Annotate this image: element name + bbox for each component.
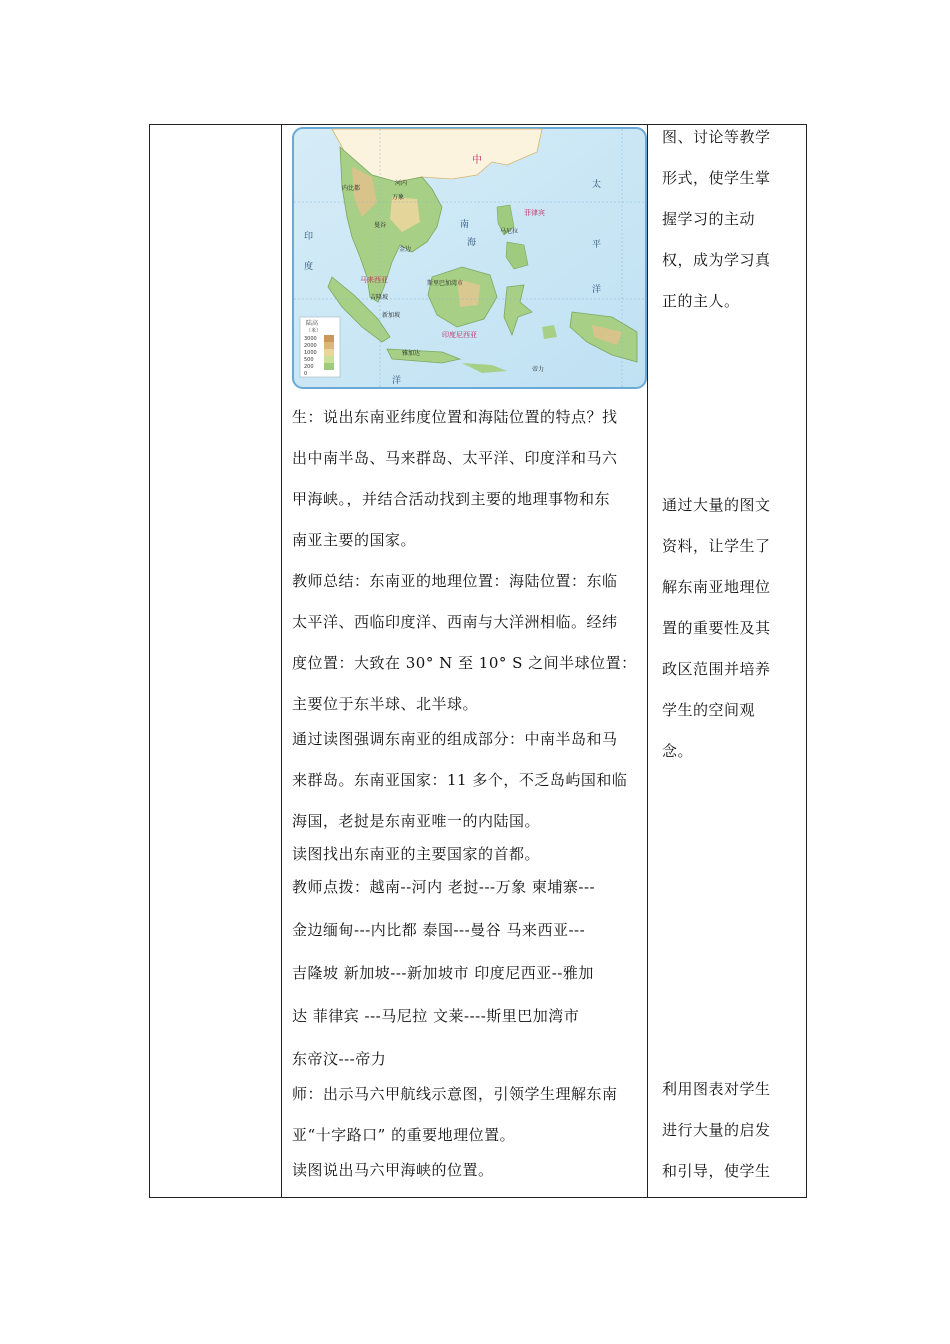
legend-value-4: 200	[304, 364, 314, 370]
text-line: 生：说出东南亚纬度位置和海陆位置的特点？找	[292, 408, 618, 426]
text-line: 亚“十字路口” 的重要地理位置。	[292, 1126, 516, 1144]
text-line: 金边缅甸---内比都 泰国---曼谷 马来西亚---	[292, 921, 586, 939]
activity-cell	[282, 125, 648, 1198]
paragraph-malacca-position	[292, 1158, 648, 1188]
text-line: 权，成为学习真	[662, 251, 771, 269]
text-line: 通过读图强调东南亚的组成部分：中南半岛和马	[292, 730, 618, 748]
text-line: 通过大量的图文	[662, 496, 771, 514]
map-country-philippines: 菲律宾	[524, 209, 545, 217]
text-line: 出中南半岛、马来群岛、太平洋、印度洋和马六	[292, 449, 618, 467]
map-label-sea4: 印	[304, 232, 314, 242]
text-line: 甲海峡。，并结合活动找到主要的地理事物和东	[292, 490, 611, 508]
map-label-sea7: 南	[460, 220, 470, 230]
text-line: 来群岛。东南亚国家：11 多个，不乏岛屿国和临	[292, 771, 628, 789]
legend-value-1: 2000	[304, 343, 317, 349]
purpose-block-3	[662, 1077, 802, 1200]
legend-value-3: 500	[304, 357, 314, 363]
text-line: 学生的空间观	[662, 701, 756, 719]
legend-value-2: 1000	[304, 350, 317, 356]
text-line: 度位置：大致在 30° N 至 10° S 之间半球位置：	[292, 654, 637, 672]
text-line: 教师点拨：越南--河内 老挝---万象 柬埔寨---	[292, 878, 596, 896]
text-line: 图、讨论等教学	[662, 128, 771, 146]
map-city-dili: 帝力	[532, 366, 545, 373]
text-line: 资料，让学生了	[662, 537, 771, 555]
text-line: 吉隆坡 新加坡---新加坡市 印度尼西亚--雅加	[292, 964, 594, 982]
text-line: 和引导，使学生	[662, 1162, 771, 1180]
map-city-singapore: 新加坡	[382, 312, 401, 319]
text-line: 读图说出马六甲海峡的位置。	[292, 1161, 494, 1179]
purpose-block-1	[662, 125, 802, 330]
text-line: 正的主人。	[662, 292, 740, 310]
map-label-sea2: 平	[592, 240, 602, 250]
map-city-kualalumpur: 吉隆坡	[370, 294, 389, 301]
text-line: 东帝汶---帝力	[292, 1050, 387, 1068]
map-city-manila: 马尼拉	[500, 228, 519, 235]
map-city-phnompenh: 金边	[399, 246, 412, 253]
paragraph-malacca-route	[292, 1082, 648, 1157]
left-empty-cell	[150, 125, 282, 1198]
text-line: 师：出示马六甲航线示意图，引领学生理解东南	[292, 1085, 618, 1103]
text-line: 太平洋、西临印度洋、西南与大洋洲相临。经纬	[292, 613, 618, 631]
text-line: 南亚主要的国家。	[292, 531, 417, 549]
text-line: 进行大量的启发	[662, 1121, 771, 1139]
map-city-hanoi: 河内	[395, 180, 408, 187]
paragraph-capitals-task	[292, 842, 648, 875]
map-country-malaysia: 马来西亚	[360, 276, 388, 284]
paragraph-student-task	[292, 405, 648, 564]
text-line: 主要位于东半球、北半球。	[292, 695, 479, 713]
legend-value-0: 3000	[304, 336, 317, 342]
map-label-sea1: 太	[592, 180, 602, 190]
map-label-china: 中	[472, 155, 482, 166]
paragraph-teacher-tips	[292, 875, 648, 1081]
text-line: 读图找出东南亚的主要国家的首都。	[292, 845, 541, 863]
text-line: 达 菲律宾 ---马尼拉 文莱----斯里巴加湾市	[292, 1007, 580, 1025]
lesson-table	[149, 124, 807, 1198]
legend-unit: （米）	[306, 328, 322, 334]
text-line: 形式，使学生掌	[662, 169, 771, 187]
map-country-indonesia: 印度尼西亚	[442, 331, 477, 339]
text-line: 解东南亚地理位	[662, 578, 771, 596]
map-label-sea6: 洋	[392, 376, 402, 386]
text-line: 政区范围并培养	[662, 660, 771, 678]
map-label-sea8: 海	[467, 238, 477, 248]
text-line: 置的重要性及其	[662, 619, 771, 637]
text-line: 海国，老挝是东南亚唯一的内陆国。	[292, 812, 541, 830]
map-city-neipyidaw: 内比都	[342, 185, 361, 192]
text-line: 握学习的主动	[662, 210, 756, 228]
map-city-vientiane: 万象	[392, 194, 405, 201]
map-city-bangkok: 曼谷	[374, 222, 387, 229]
map-city-jakarta: 雅加达	[402, 350, 421, 357]
map-label-sea3: 洋	[592, 285, 602, 295]
southeast-asia-map	[292, 127, 647, 389]
map-legend	[300, 317, 340, 377]
text-line: 教师总结：东南亚的地理位置：海陆位置：东临	[292, 572, 618, 590]
purpose-cell	[648, 125, 807, 1198]
paragraph-teacher-summary	[292, 569, 648, 727]
legend-title: 陆高	[306, 320, 319, 327]
text-line: 念。	[662, 742, 694, 760]
map-city-bsb: 斯里巴加湾市	[427, 280, 464, 287]
paragraph-composition	[292, 727, 648, 842]
map-label-sea5: 度	[304, 262, 314, 272]
purpose-block-2	[662, 493, 802, 780]
legend-value-5: 0	[304, 371, 308, 377]
text-line: 利用图表对学生	[662, 1080, 771, 1098]
